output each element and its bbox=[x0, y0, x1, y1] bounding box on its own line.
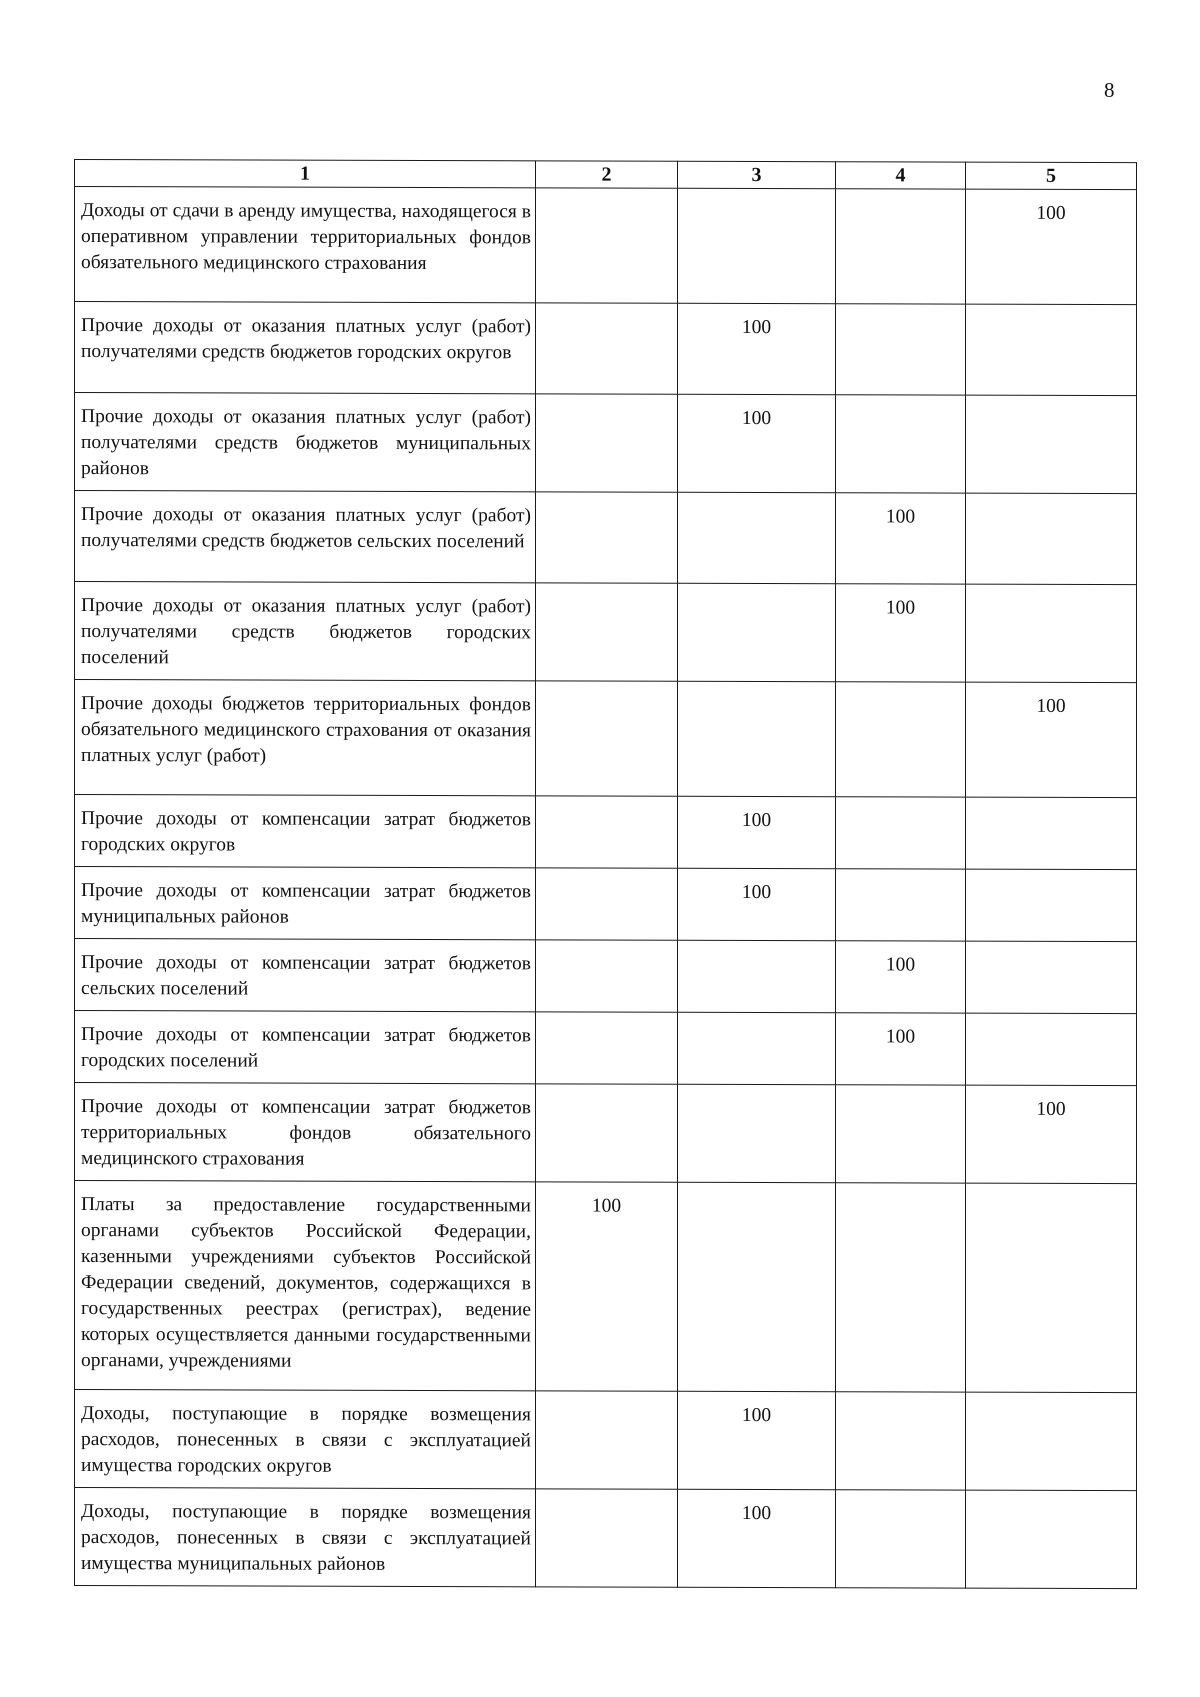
value-cell-col-2: 100 bbox=[536, 1182, 678, 1391]
value-cell-col-4 bbox=[836, 869, 966, 941]
header-row bbox=[75, 160, 1137, 190]
revenue-description-cell: Прочие доходы бюджетов территориальных фондов обязательного медицинского страхования от оказания платных услуг (работ) bbox=[75, 680, 536, 796]
table-row bbox=[75, 582, 1137, 683]
value-cell-col-4 bbox=[836, 1183, 966, 1392]
value-cell-col-2 bbox=[536, 1012, 678, 1084]
value-cell-col-3: 100 bbox=[678, 1489, 836, 1587]
value-cell-col-2 bbox=[536, 303, 678, 394]
value-cell-col-5 bbox=[966, 1392, 1137, 1491]
table-row bbox=[75, 1488, 1137, 1589]
table-row bbox=[75, 680, 1137, 798]
value-cell-col-5 bbox=[966, 1183, 1137, 1393]
value-cell-col-2 bbox=[536, 188, 678, 303]
revenue-description-cell: Доходы, поступающие в порядке возмещения расходов, понесенных в связи с эксплуатацией имущества городских округов bbox=[75, 1390, 536, 1489]
revenue-description-cell: Прочие доходы от оказания платных услуг (работ) получателями средств бюджетов сельских поселений bbox=[75, 491, 536, 583]
value-cell-col-4 bbox=[836, 1085, 966, 1183]
revenue-description-cell: Платы за предоставление государственными органами субъектов Российской Федерации, казенными учреждениями субъектов Российской Федерации сведений, документов, содержащихся в государственных реестрах (регистрах), ведение которых осуществляется данными государственными органами, учреждениями bbox=[75, 1181, 536, 1391]
value-cell-col-5: 100 bbox=[966, 1085, 1137, 1184]
value-cell-col-4: 100 bbox=[836, 1013, 966, 1085]
revenue-description-cell: Доходы, поступающие в порядке возмещения расходов, понесенных в связи с эксплуатацией имущества муниципальных районов bbox=[75, 1488, 536, 1587]
value-cell-col-3 bbox=[678, 1012, 836, 1084]
page-number: 8 bbox=[1104, 78, 1115, 102]
budget-revenue-table bbox=[74, 159, 1137, 1589]
revenue-description-cell: Прочие доходы от оказания платных услуг (работ) получателями средств бюджетов городских округов bbox=[75, 302, 536, 394]
value-cell-col-2 bbox=[536, 681, 678, 796]
table-row bbox=[75, 1083, 1137, 1184]
value-cell-col-2 bbox=[536, 394, 678, 492]
table-row bbox=[75, 795, 1137, 870]
value-cell-col-5 bbox=[966, 584, 1137, 683]
revenue-description-cell: Прочие доходы от компенсации затрат бюджетов муниципальных районов bbox=[75, 867, 536, 940]
value-cell-col-5 bbox=[966, 941, 1137, 1014]
value-cell-col-4: 100 bbox=[836, 493, 966, 584]
table-row bbox=[75, 867, 1137, 942]
value-cell-col-5: 100 bbox=[966, 682, 1137, 798]
table-row bbox=[75, 302, 1137, 396]
value-cell-col-5: 100 bbox=[966, 189, 1137, 305]
value-cell-col-2 bbox=[536, 1391, 678, 1489]
value-cell-col-3 bbox=[678, 492, 836, 583]
value-cell-col-3: 100 bbox=[678, 394, 836, 492]
value-cell-col-3: 100 bbox=[678, 1391, 836, 1489]
value-cell-col-2 bbox=[536, 940, 678, 1012]
column-header-5: 5 bbox=[966, 162, 1137, 190]
column-header-1: 1 bbox=[75, 160, 536, 188]
value-cell-col-5 bbox=[966, 869, 1137, 942]
table-row bbox=[75, 1011, 1137, 1086]
table-row bbox=[75, 187, 1137, 305]
value-cell-col-4 bbox=[836, 682, 966, 797]
value-cell-col-3 bbox=[678, 583, 836, 681]
value-cell-col-4 bbox=[836, 1490, 966, 1588]
revenue-description-cell: Прочие доходы от компенсации затрат бюджетов сельских поселений bbox=[75, 939, 536, 1012]
value-cell-col-2 bbox=[536, 1084, 678, 1182]
value-cell-col-2 bbox=[536, 583, 678, 681]
revenue-description-cell: Прочие доходы от компенсации затрат бюджетов городских округов bbox=[75, 795, 536, 868]
value-cell-col-5 bbox=[966, 304, 1137, 396]
value-cell-col-5 bbox=[966, 395, 1137, 494]
table-row bbox=[75, 393, 1137, 494]
table-row bbox=[75, 939, 1137, 1014]
value-cell-col-4 bbox=[836, 1392, 966, 1490]
revenue-description-cell: Прочие доходы от компенсации затрат бюджетов городских поселений bbox=[75, 1011, 536, 1084]
value-cell-col-5 bbox=[966, 1490, 1137, 1589]
table-row bbox=[75, 491, 1137, 585]
value-cell-col-4: 100 bbox=[836, 584, 966, 682]
revenue-description-cell: Прочие доходы от оказания платных услуг (работ) получателями средств бюджетов муниципальных районов bbox=[75, 393, 536, 492]
value-cell-col-2 bbox=[536, 1489, 678, 1587]
table-body bbox=[75, 187, 1137, 1589]
table-row bbox=[75, 1181, 1137, 1393]
value-cell-col-2 bbox=[536, 492, 678, 583]
value-cell-col-3: 100 bbox=[678, 868, 836, 940]
column-header-4: 4 bbox=[836, 162, 966, 189]
value-cell-col-2 bbox=[536, 868, 678, 940]
value-cell-col-3: 100 bbox=[678, 303, 836, 394]
value-cell-col-3 bbox=[678, 1084, 836, 1182]
revenue-description-cell: Прочие доходы от оказания платных услуг (работ) получателями средств бюджетов городских поселений bbox=[75, 582, 536, 681]
value-cell-col-4 bbox=[836, 189, 966, 304]
revenue-description-cell: Прочие доходы от компенсации затрат бюджетов территориальных фондов обязательного медицинского страхования bbox=[75, 1083, 536, 1182]
table-row bbox=[75, 1390, 1137, 1491]
value-cell-col-4: 100 bbox=[836, 941, 966, 1013]
value-cell-col-3: 100 bbox=[678, 796, 836, 868]
value-cell-col-5 bbox=[966, 1013, 1137, 1086]
value-cell-col-5 bbox=[966, 797, 1137, 870]
revenue-description-cell: Доходы от сдачи в аренду имущества, находящегося в оперативном управлении территориальных фондов обязательного медицинского страхования bbox=[75, 187, 536, 303]
value-cell-col-4 bbox=[836, 395, 966, 493]
column-header-2: 2 bbox=[536, 161, 678, 188]
value-cell-col-4 bbox=[836, 797, 966, 869]
value-cell-col-3 bbox=[678, 681, 836, 796]
value-cell-col-4 bbox=[836, 304, 966, 395]
value-cell-col-3 bbox=[678, 940, 836, 1012]
value-cell-col-3 bbox=[678, 1182, 836, 1391]
value-cell-col-2 bbox=[536, 796, 678, 868]
value-cell-col-5 bbox=[966, 493, 1137, 585]
value-cell-col-3 bbox=[678, 188, 836, 303]
table-header bbox=[75, 160, 1137, 190]
column-header-3: 3 bbox=[678, 161, 836, 188]
